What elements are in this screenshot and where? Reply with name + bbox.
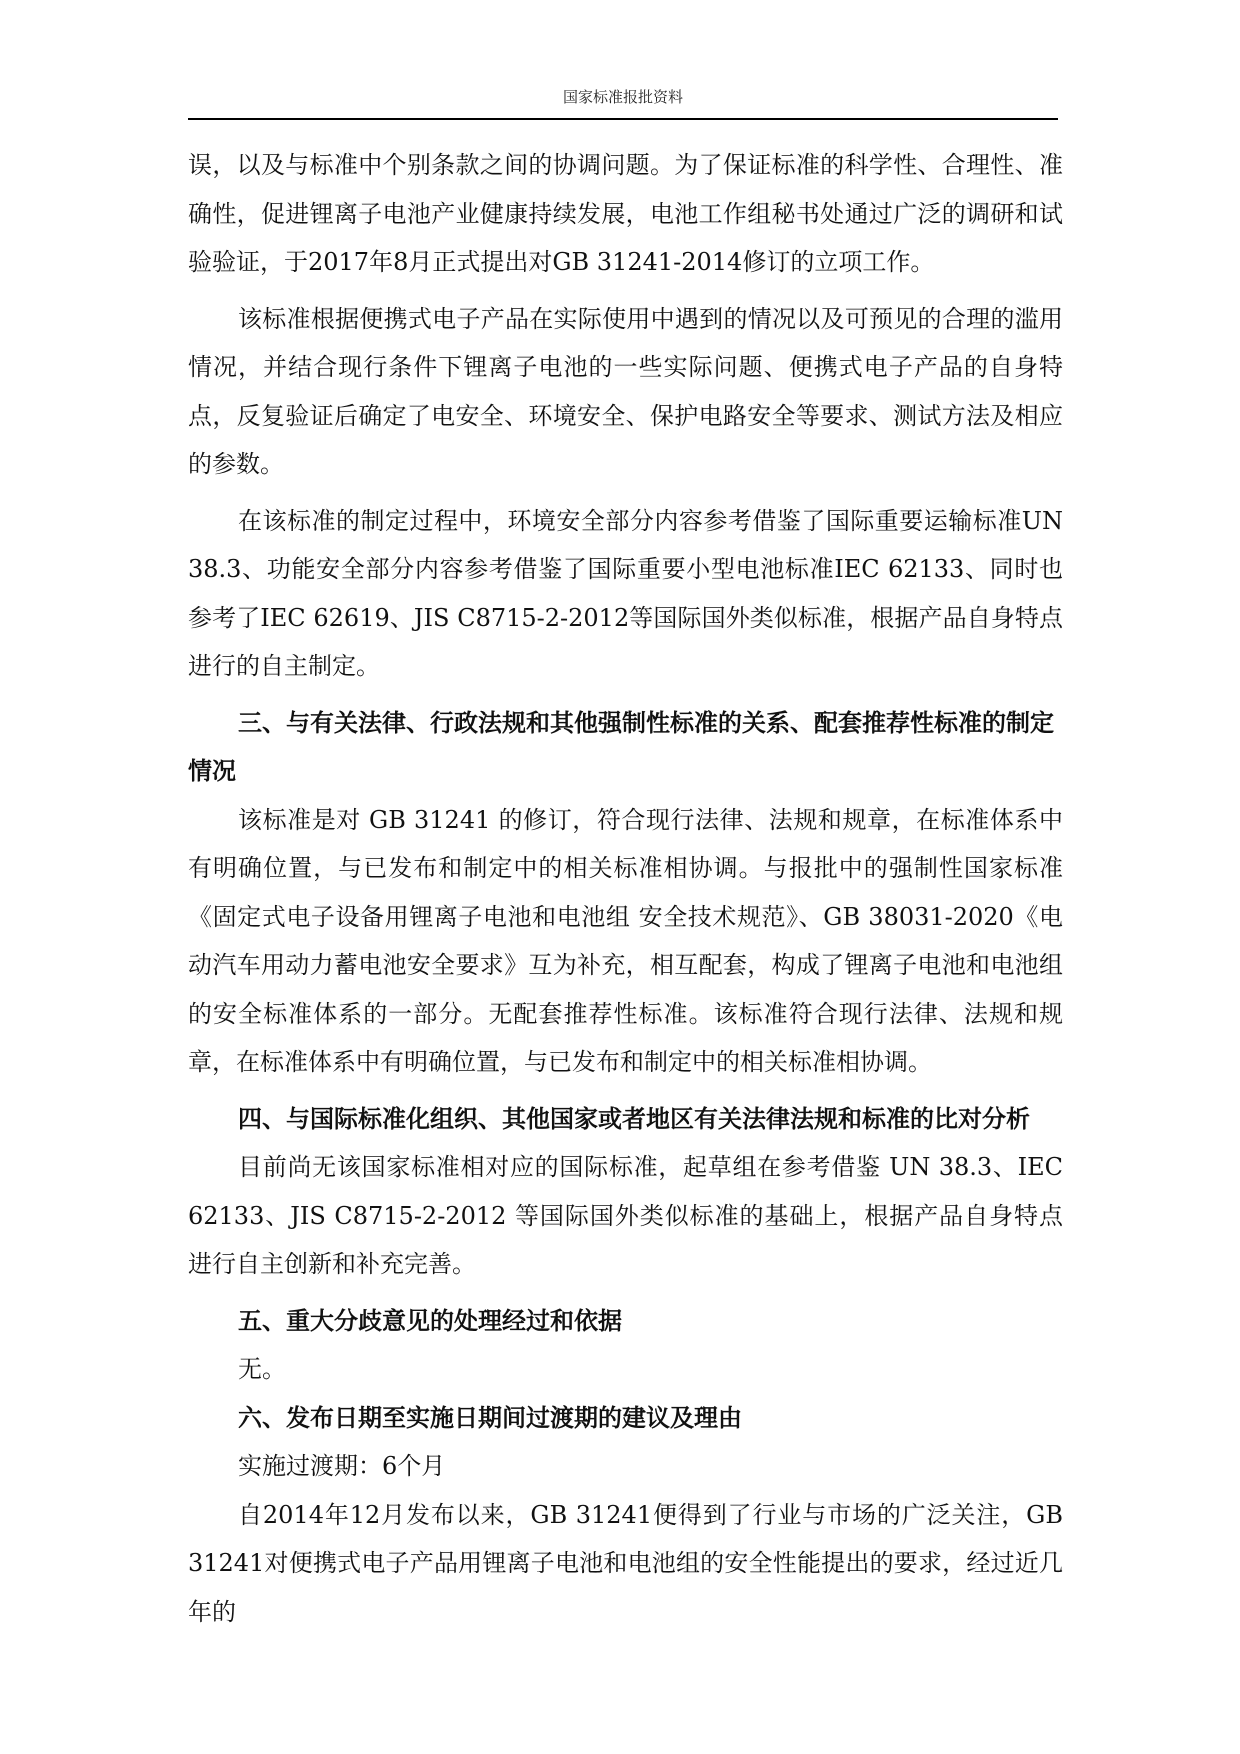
section-heading-4: 四、与国际标准化组织、其他国家或者地区有关法律法规和标准的比对分析: [238, 1103, 1030, 1133]
paragraph-references: 在该标准的制定过程中，环境安全部分内容参考借鉴了国际重要运输标准UN 38.3、功能安全部分内容参考借鉴了国际重要小型电池标准IEC 62133、同时也参考了IEC 62619、JIS C8715-2-2012等国际国外类似标准，根据产品自身特点进行的自主制定。: [188, 506, 1063, 680]
paragraph-transition-period: 实施过渡期：6个月: [238, 1452, 446, 1480]
paragraph-disagreements: 无。: [238, 1355, 286, 1383]
page-header: [188, 86, 1058, 120]
paragraph-international-comparison: 目前尚无该国家标准相对应的国际标准，起草组在参考借鉴 UN 38.3、IEC 62133、JIS C8715-2-2012 等国际国外类似标准的基础上，根据产品自身特点进行自主创新和补充完善。: [188, 1153, 1063, 1278]
paragraph-continuation: 误，以及与标准中个别条款之间的协调问题。为了保证标准的科学性、合理性、准确性，促进锂离子电池产业健康持续发展，电池工作组秘书处通过广泛的调研和试验验证，于2017年8月正式提出对GB 31241-2014修订的立项工作。: [188, 151, 1063, 276]
section-heading-3: 三、与有关法律、行政法规和其他强制性标准的关系、配套推荐性标准的制定情况: [188, 707, 1054, 785]
document-body: [188, 141, 1063, 1636]
section-heading-6: 六、发布日期至实施日期间过渡期的建议及理由: [238, 1402, 742, 1432]
header-title: 国家标准报批资料: [562, 88, 683, 106]
section-heading-5: 五、重大分歧意见的处理经过和依据: [238, 1305, 622, 1335]
paragraph-transition-reason: 自2014年12月发布以来，GB 31241便得到了行业与市场的广泛关注，GB 31241对便携式电子产品用锂离子电池和电池组的安全性能提出的要求，经过近几年的: [188, 1500, 1063, 1626]
paragraph-scope: 该标准根据便携式电子产品在实际使用中遇到的情况以及可预见的合理的滥用情况，并结合现行条件下锂离子电池的一些实际问题、便携式电子产品的自身特点，反复验证后确定了电安全、环境安全、保护电路安全等要求、测试方法及相应的参数。: [188, 304, 1063, 478]
paragraph-legal-relation: 该标准是对 GB 31241 的修订，符合现行法律、法规和规章，在标准体系中有明确位置，与已发布和制定中的相关标准相协调。与报批中的强制性国家标准《固定式电子设备用锂离子电池和电池组 安全技术规范》、GB 38031-2020《电动汽车用动力蓄电池安全要求》互为补充，相互配套，构成了锂离子电池和电池组的安全标准体系的一部分。无配套推荐性标准。该标准符合现行法律、法规和规章，在标准体系中有明确位置，与已发布和制定中的相关标准相协调。: [188, 805, 1063, 1076]
